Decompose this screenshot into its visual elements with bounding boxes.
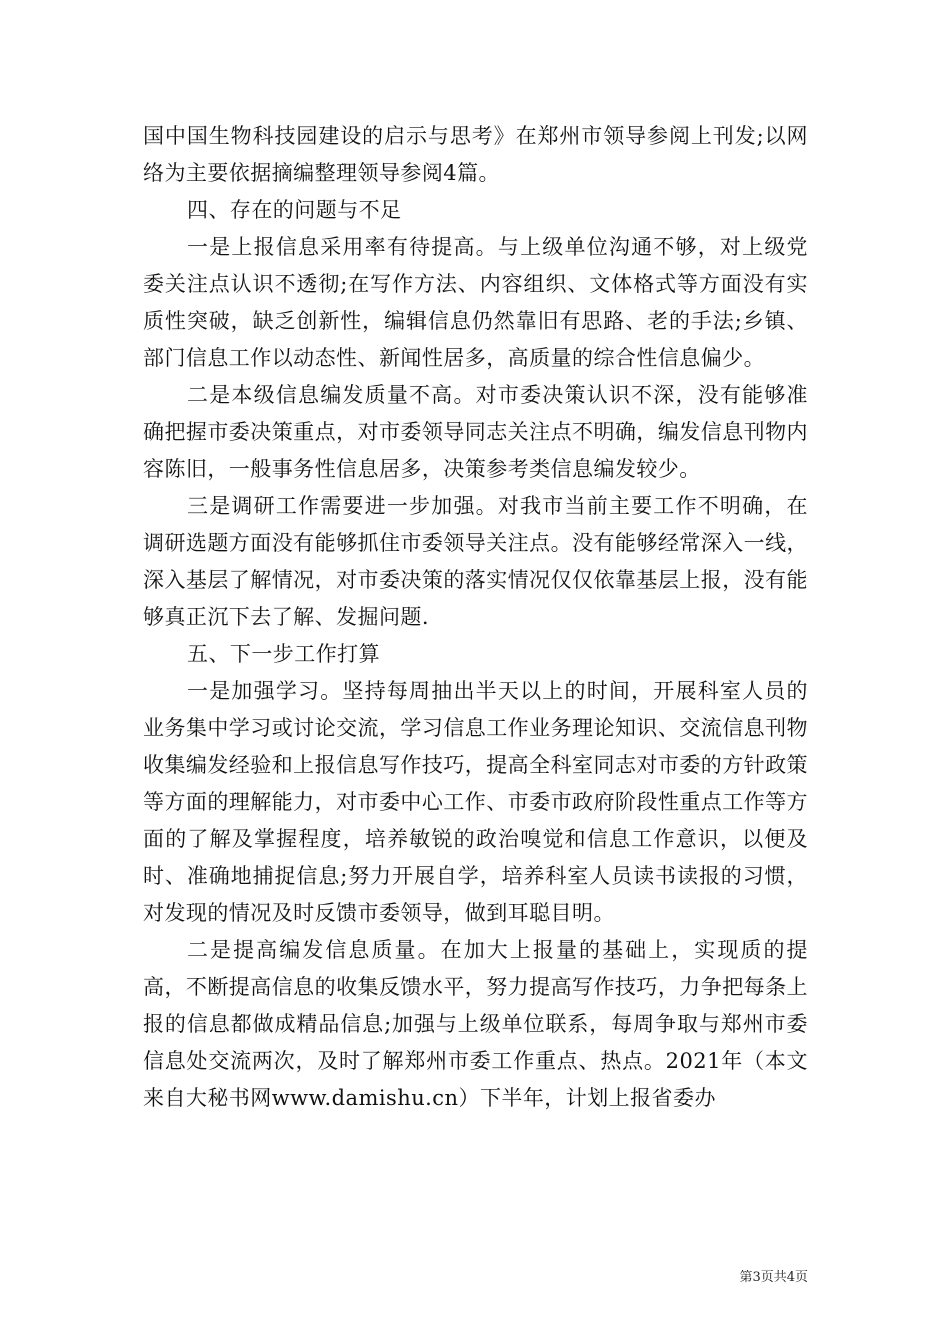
paragraph-plan-1: 一是加强学习。坚持每周抽出半天以上的时间，开展科室人员的业务集中学习或讨论交流，学习信息工作业务理论知识、交流信息刊物收集编发经验和上报信息写作技巧，提高全科室同志对市委的方针政策等方面的理解能力，对市委中心工作、市委市政府阶段性重点工作等方面的了解及掌握程度，培养敏锐的政治嗅觉和信息工作意识，以便及时、准确地捕捉信息;努力开展自学，培养科室人员读书读报的习惯，对发现的情况及时反馈市委领导，做到耳聪目明。: [143, 679, 808, 925]
section-heading-next-steps: 五、下一步工作打算: [187, 642, 381, 666]
paragraph-problem-3: 三是调研工作需要进一步加强。对我市当前主要工作不明确，在调研选题方面没有能够抓住市委领导关注点。没有能够经常深入一线，深入基层了解情况，对市委决策的落实情况仅仅依靠基层上报，没有能够真正沉下去了解、发掘问题.: [143, 494, 808, 629]
section-heading-problems: 四、存在的问题与不足: [187, 198, 402, 222]
page-number-footer: 第3页共4页: [739, 1270, 808, 1285]
document-body: [143, 118, 808, 1117]
paragraph-problem-1: 一是上报信息采用率有待提高。与上级单位沟通不够，对上级党委关注点认识不透彻;在写作方法、内容组织、文体格式等方面没有实质性突破，缺乏创新性，编辑信息仍然靠旧有思路、老的手法;乡镇、部门信息工作以动态性、新闻性居多，高质量的综合性信息偏少。: [143, 235, 808, 370]
paragraph-plan-2: 二是提高编发信息质量。在加大上报量的基础上，实现质的提高，不断提高信息的收集反馈水平，努力提高写作技巧，力争把每条上报的信息都做成精品信息;加强与上级单位联系，每周争取与郑州市委信息处交流两次，及时了解郑州市委工作重点、热点。2021年（本文来自大秘书网www.damishu.cn）下半年，计划上报省委办: [143, 938, 808, 1110]
paragraph-problem-2: 二是本级信息编发质量不高。对市委决策认识不深，没有能够准确把握市委决策重点，对市委领导同志关注点不明确，编发信息刊物内容陈旧，一般事务性信息居多，决策参考类信息编发较少。: [143, 383, 808, 481]
paragraph-continuation: 国中国生物科技园建设的启示与思考》在郑州市领导参阅上刊发;以网络为主要依据摘编整理领导参阅4篇。: [143, 124, 808, 185]
